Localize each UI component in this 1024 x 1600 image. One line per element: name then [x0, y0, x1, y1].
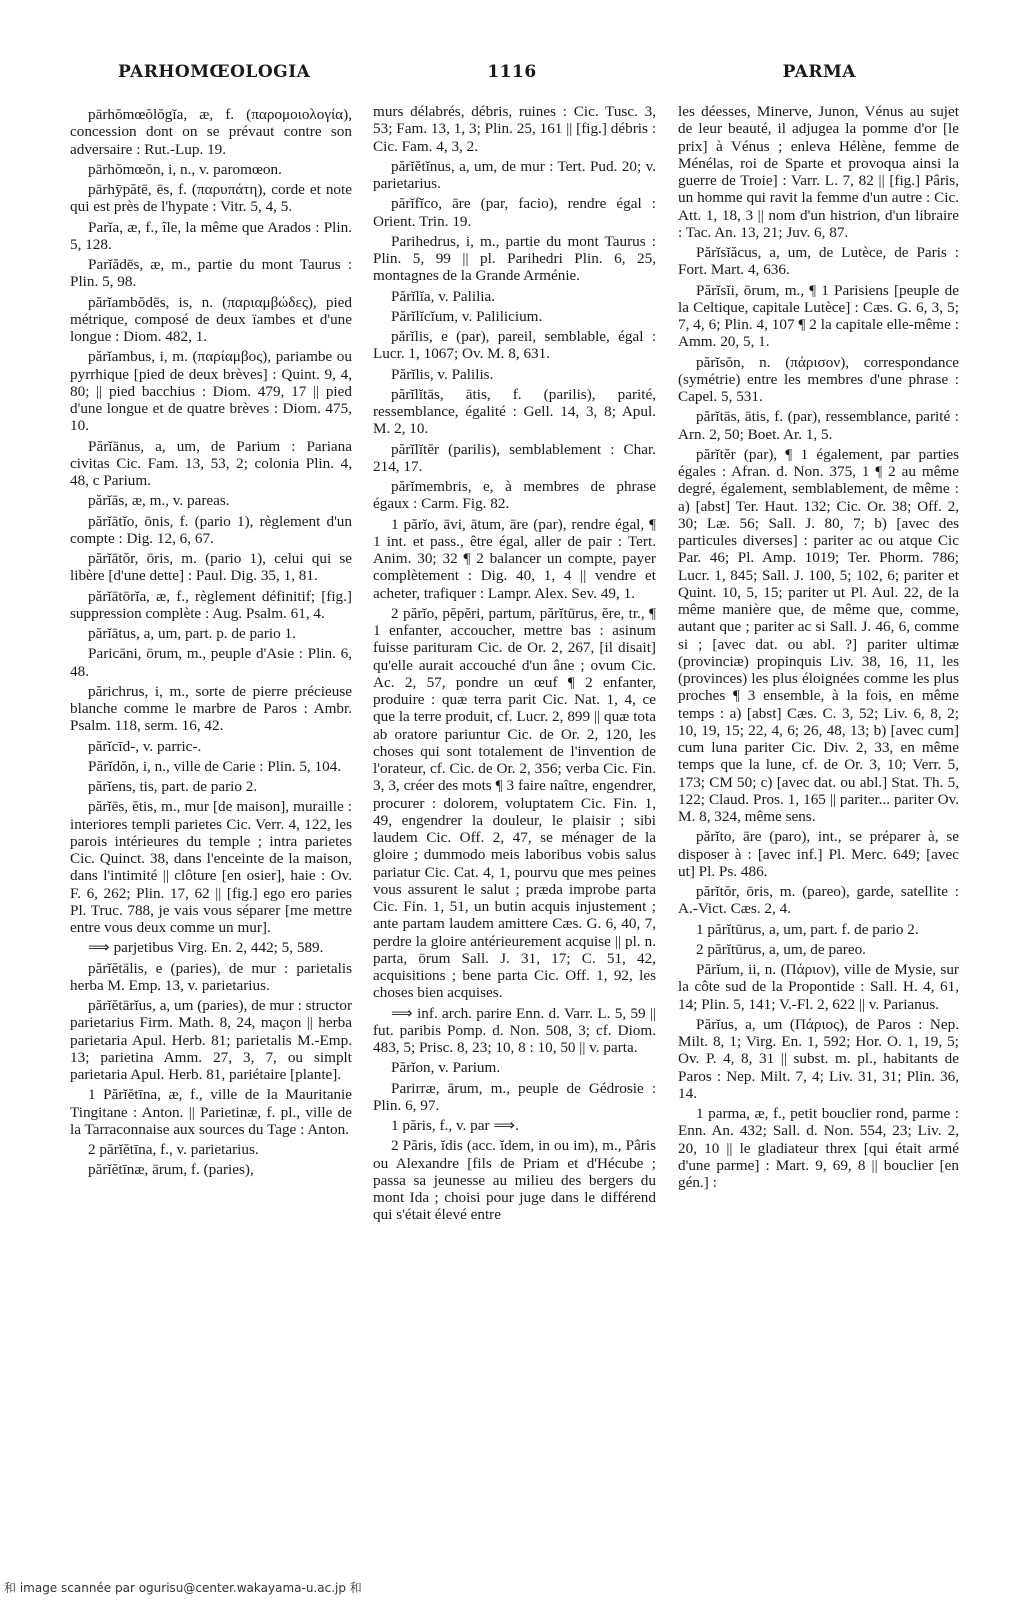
dictionary-entry: 1 parma, æ, f., petit bouclier rond, parme : Enn. An. 432; Sall. d. Non. 554, 23; Liv. 2, 20, 10 || le gladiateur threx [qui était armé d'une parme] : Mart. 9, 69, 8 || bouclier [en gén.] : [678, 1105, 959, 1191]
dictionary-entry: părĭsŏn, n. (πάρισον), correspondance (symétrie) entre les membres d'une phrase : Capel. 5, 531. [678, 353, 959, 405]
dictionary-entry: pārhŏmœŏlŏgĭa, æ, f. (παρομοιολογία), concession dont on se prévaut contre son adversaire : Rut.-Lup. 19. [70, 106, 352, 158]
dictionary-entry: părĭĕtālis, e (paries), de mur : parietalis herba M. Emp. 13, v. parietarius. [70, 959, 352, 994]
dictionary-entry: 1 păris, f., v. par ⟹. [391, 1117, 519, 1134]
dictionary-entry: 1 părĭo, āvi, ātum, āre (par), rendre égal, ¶ 1 int. et pass., être égal, aller de pair : Tert. Anim. 30; 32 ¶ 2 balancer un compte, payer complètement : Dig. 40, 1, 4 || vendre et acheter, trafiquer : Lampr. Alex. Sev. 49, 1. [373, 515, 656, 602]
dictionary-entry: Parĭa, æ, f., île, la même que Arados : Plin. 5, 128. [70, 218, 352, 253]
dictionary-entry: Paricāni, ōrum, m., peuple d'Asie : Plin. 6, 48. [70, 645, 352, 680]
dictionary-entry: Parĭădēs, æ, m., partie du mont Taurus : Plin. 5, 98. [70, 256, 352, 291]
dictionary-entry: Părĭum, ii, n. (Πάριον), ville de Mysie, sur la côte sud de la Propontide : Sall. H. 4, 61, 14; Plin. 5, 141; V.-Fl. 2, 622 || v. Parianus. [678, 961, 959, 1013]
dictionary-entry: părĭātĭo, ōnis, f. (pario 1), règlement d'un compte : Dig. 12, 6, 67. [70, 512, 352, 547]
dictionary-entry: 1 Părĭĕtīna, æ, f., ville de la Mauritanie Tingitane : Anton. || Parietinæ, f. pl., ville de la Tarraconnaise aux sources du Tage : Anton. [70, 1086, 352, 1138]
dictionary-column-3 [678, 103, 959, 1191]
dictionary-entry: părĭtŏr, ōris, m. (pareo), garde, satellite : A.-Vict. Cæs. 2, 4. [678, 883, 959, 918]
entry-continuation: les déesses, Minerve, Junon, Vénus au sujet de leur beauté, il adjugea la pomme d'or [le prix] à Vénus ; enleva Hélène, femme de Ménélas, roi de Sparte et provoqua ainsi la guerre de Troie] : Varr. L. 7, 82 || [fig.] Pâris, un homme qui ravit la femme d'un autre : Cic. Att. 1, 18, 3 || nom d'un histrion, d'un libraire : Tac. An. 13, 21; Juv. 6, 87. [678, 103, 959, 241]
dictionary-entry: părĭlĭtās, ātis, f. (parilis), parité, ressemblance, égalité : Gell. 14, 3, 8; Apul. M. 2, 10. [373, 385, 656, 438]
dictionary-entry: Părĭsĭăcus, a, um, de Lutèce, de Paris : Fort. Mart. 4, 636. [678, 244, 959, 279]
dictionary-entry: părĭĕtīnæ, ārum, f. (paries), [88, 1161, 254, 1179]
dictionary-entry: Părĭsĭi, ōrum, m., ¶ 1 Parisiens [peuple de la Celtique, capitale Lutèce] : Cæs. G. 6, 3, 5; 7, 4, 6; Plin. 4, 107 ¶ 2 la capitale elle-même : Amm. 20, 5, 1. [678, 281, 959, 351]
dictionary-entry: părĭtās, ātis, f. (par), ressemblance, parité : Arn. 2, 50; Boet. Ar. 1, 5. [678, 408, 959, 443]
dictionary-entry: părĭtĕr (par), ¶ 1 également, par parties égales : Afran. d. Non. 375, 1 ¶ 2 au même degré, également, semblablement, de même : a) [abst] Ter. Haut. 132; Cic. Or. 38; Off. 2, 30; Læ. 56; Sall. J. 80, 7; b) [avec des particules diverses] : pariter ac ou atque Cic Par. 46; Pl. Amp. 1019; Ter. Phorm. 786; Lucr. 1, 845; Sall. J. 100, 5; 102, 6; pariter et Quint. 10, 5, 15; pariter ut Pl. Aul. 22, de la même manière que, de même que, comme, autant que ; pariter ac si Sall. J. 46, 6, comme si ; [avec dat. ou abl. ?] pariter ultimæ (provinciæ) propinquis Liv. 38, 16, 11, les (provinces) les plus éloignées comme les plus proches ¶ 3 ensemble, à la fois, en même temps : a) [abst] Cæs. C. 3, 52; Liv. 6, 8, 2; 10, 19, 15; 22, 4, 6; 26, 48, 13; b) [avec cum] cum luna pariter Cic. Div. 2, 33, en même temps que la lune, cf. de Or. 3, 10; Verr. 5, 173; CM 50; c) [avec dat. ou abl.] Stat. Th. 5, 122; Claud. Pros. 1, 165 || pariter... pariter Ov. M. 8, 324, même sens. [678, 445, 959, 825]
dictionary-entry: Părĭon, v. Parium. [391, 1059, 501, 1077]
running-head-right: PARMA [782, 62, 856, 82]
dictionary-entry: Părĭlĭcĭum, v. Palilicium. [391, 307, 543, 325]
dictionary-entry: Părĭus, a, um (Πάριος), de Paros : Nep. Milt. 8, 1; Virg. En. 1, 592; Hor. O. 1, 19, 5; Ov. P. 4, 8, 31 || subst. m. pl., habitants de Paros : Nep. Milt. 7, 4; Liv. 31, 31; Plin. 36, 14. [678, 1015, 959, 1102]
dictionary-column-1 [70, 103, 352, 1179]
dictionary-entry: părĭēs, ĕtis, m., mur [de maison], muraille : interiores templi parietes Cic. Verr. 4, 122, les parois intérieures du temple ; intra parietes Cic. Quinct. 38, dans l'enceinte de la maison, dans l'intimité || clôture [en osier], haie : Ov. F. 6, 262; Plin. 17, 62 || [fig.] ego ero paries Pl. Truc. 788, je vais vous séparer [me mettre entre vous deux comme un mur]. [70, 798, 352, 936]
dictionary-entry: ⟹ parjetibus Virg. En. 2, 442; 5, 589. [88, 939, 324, 957]
dictionary-entry: părĭmembris, e, à membres de phrase égaux : Carm. Fig. 82. [373, 478, 656, 513]
dictionary-entry: părĭās, æ, m., v. pareas. [88, 492, 230, 510]
dictionary-entry: părĭlĭtĕr (parilis), semblablement : Char. 214, 17. [373, 440, 656, 475]
dictionary-entry: ⟹ inf. arch. parire Enn. d. Varr. L. 5, 59 || fut. paribis Pomp. d. Non. 508, 3; cf. Diom. 483, 5; Prisc. 8, 23; 10, 8 : 10, 50 || v. parta. [373, 1004, 656, 1056]
dictionary-entry: 2 Păris, ĭdis (acc. ĭdem, in ou im), m., Pâris ou Alexandre [fils de Priam et d'Hécube ; passa sa jeunesse au milieu des bergers du mont Ida ; choisi pour juge dans le différend qui s'était élevé entre [373, 1137, 656, 1224]
scan-credit: 和 image scannée par ogurisu@center.wakayama-u.ac.jp 和 [4, 1581, 362, 1595]
dictionary-entry: Părĭlĭa, v. Palilia. [391, 287, 496, 305]
dictionary-column-2 [373, 103, 656, 1224]
dictionary-entry: părichrus, i, m., sorte de pierre précieuse blanche comme le marbre de Paros : Ambr. Psalm. 118, serm. 16, 42. [70, 682, 352, 735]
dictionary-entry: 2 părĭtūrus, a, um, de pareo. [696, 940, 866, 958]
dictionary-entry: 1 părĭtūrus, a, um, part. f. de pario 2. [696, 920, 919, 938]
dictionary-entry: Părĭlis, v. Palilis. [391, 365, 494, 383]
dictionary-entry: părĭĕtārĭus, a, um (paries), de mur : structor parietarius Firm. Math. 8, 24, maçon || herba parietaria Apul. Herb. 81; parietalis M.-Emp. 13; parietina Amm. 27, 3, 7, ou simplt parietaria Apul. Herb. 81, pariétaire [plante]. [70, 997, 353, 1083]
dictionary-entry: părĭens, tis, part. de pario 2. [88, 778, 258, 795]
entry-continuation: murs délabrés, débris, ruines : Cic. Tusc. 3, 53; Fam. 13, 1, 3; Plin. 25, 161 || [fig.] débris : Cic. Fam. 4, 3, 2. [373, 103, 656, 155]
dictionary-entry: părĭātŏr, ōris, m. (pario 1), celui qui se libère [d'une dette] : Paul. Dig. 35, 1, 81. [70, 550, 352, 585]
dictionary-entry: părĭĕtĭnus, a, um, de mur : Tert. Pud. 20; v. parietarius. [373, 157, 656, 192]
dictionary-entry: părĭātōrĭa, æ, f., règlement définitif; [fig.] suppression complète : Aug. Psalm. 61, 4. [70, 587, 352, 622]
dictionary-entry: Parihedrus, i, m., partie du mont Taurus : Plin. 5, 99 || pl. Parihedri Plin. 6, 25, montagnes de la Grande Arménie. [373, 232, 656, 285]
dictionary-entry: pārhȳpătē, ēs, f. (παρυπάτη), corde et note qui est près de l'hypate : Vitr. 5, 4, 5. [70, 181, 352, 216]
dictionary-entry: pārhŏmœŏn, i, n., v. paromœon. [88, 160, 282, 178]
dictionary-entry: Parirræ, ārum, m., peuple de Gédrosie : Plin. 6, 97. [373, 1079, 656, 1114]
dictionary-entry: părĭambŏdēs, is, n. (παριαμβώδες), pied métrique, composé de deux ïambes et d'une longue : Diom. 482, 1. [70, 293, 352, 345]
dictionary-entry: 2 părĭo, pĕpĕri, partum, părĭtūrus, ĕre, tr., ¶ 1 enfanter, accoucher, mettre bas : asinum fuisse parituram Cic. de Or. 2, 267, [il disait] qu'elle aurait accouché d'un âne ; ovum Cic. Ac. 2, 57, pondre un œuf ¶ 2 enfanter, produire : quæ terra parit Cic. Nat. 1, 4, ce que la terre produit, cf. Lucr. 2, 899 || quæ tota ab oratore pariuntur Cic. de Or. 2, 120, les choses qui sont totalement de l'invention de l'orateur, cf. Cic. de Or. 2, 356; verba Cic. Fin. 3, 3, créer des mots ¶ 3 faire naître, engendrer, procurer : dolorem, voluptatem Cic. Fin. 1, 49, engendrer la douleur, le plaisir ; sibi laudem Cic. Off. 2, 47, se ménager de la gloire ; dummodo meis laboribus vobis salus pariatur Cic. Cat. 4, 1, pourvu que mes peines vous assurent le salut ; præda improbe parta Cic. Fin. 1, 51, un butin acquis injustement ; ante partam laudem amittere Cæs. G. 6, 40, 7, perdre la gloire antérieurement acquise || pl. n. parta, ōrum Sall. J. 31, 17; C. 51, 42, acquisitions ; bene parta Cic. Off. 1, 92, les choses bien acquises. [373, 604, 656, 1002]
dictionary-entry: părĭambus, i, m. (παρίαμβος), pariambe ou pyrrhique [pied de deux brèves] : Quint. 9, 4, 80; || pied bacchius : Diom. 479, 17 || pied d'une longue et de quatre brèves : Diom. 475, 10. [70, 348, 352, 435]
dictionary-entry: părĭātus, a, um, part. p. de pario 1. [88, 625, 296, 642]
dictionary-entry: Părĭdŏn, i, n., ville de Carie : Plin. 5, 104. [88, 757, 342, 775]
page-number: 1116 [487, 62, 537, 82]
dictionary-entry: părĭcīd-, v. parric-. [88, 737, 202, 755]
dictionary-entry: părĭfĭco, āre (par, facio), rendre égal : Orient. Trin. 19. [373, 195, 656, 230]
dictionary-entry: 2 părĭĕtīna, f., v. parietarius. [88, 1141, 259, 1158]
page-header [0, 62, 1024, 92]
dictionary-entry: părĭlis, e (par), pareil, semblable, égal : Lucr. 1, 1067; Ov. M. 8, 631. [373, 328, 656, 363]
dictionary-entry: Părĭānus, a, um, de Parium : Pariana civitas Cic. Fam. 13, 53, 2; colonia Plin. 4, 48, c Parium. [70, 437, 352, 489]
dictionary-entry: părĭto, āre (paro), int., se préparer à, se disposer à : [avec inf.] Pl. Merc. 649; [avec ut] Pl. Ps. 486. [678, 828, 959, 880]
running-head-left: PARHOMŒOLOGIA [118, 62, 311, 82]
